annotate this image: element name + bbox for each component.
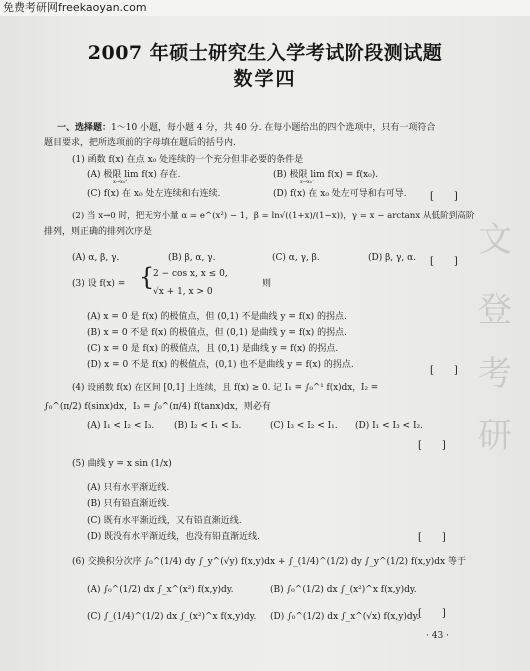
q4-option-b: (B) I₂ < I₁ < I₃.	[174, 421, 242, 431]
q3-stem: (3) 设 f(x) =	[72, 279, 126, 289]
q2-option-c: (C) α, γ, β.	[272, 253, 320, 263]
q4-option-a: (A) I₁ < I₂ < I₃.	[87, 421, 155, 431]
q5-option-a: (A) 只有水平渐近线.	[87, 483, 170, 493]
q5-stem: (5) 曲线 y = x sin (1/x)	[72, 459, 172, 469]
q1-option-b: (B) 极限 lim f(x) = f(x₀).	[273, 170, 379, 180]
q6-option-d: (D) ∫₀^(1/2) dx ∫_x^(√x) f(x,y)dy.	[270, 612, 420, 622]
section-intro-line-2: 题目要求，把所选项前的字母填在题后的括号内.	[44, 138, 236, 148]
section-heading: 一、选择题：	[57, 123, 112, 133]
q3-answer-bracket: [ ]	[430, 365, 458, 376]
q2-stem-line-2: 排列，则正确的排列次序是	[44, 227, 153, 237]
q5-answer-bracket: [ ]	[418, 532, 446, 543]
q6-answer-bracket: [ ]	[418, 608, 446, 619]
section-intro-line-1: 一、选择题：1～10 小题，每小题 4 分，共 40 分. 在每小题给出的四个选项中，只有一项符合	[57, 123, 436, 133]
q3-option-d: (D) x = 0 不是 f(x) 的极值点，(0,1) 也不是曲线 y = f(x) 的拐点.	[87, 360, 354, 370]
exam-title: 2007 年硕士研究生入学考试阶段测试题	[87, 42, 443, 64]
q2-answer-bracket: [ ]	[430, 256, 458, 267]
q5-option-b: (B) 只有铅直渐近线.	[87, 499, 170, 509]
q4-answer-bracket: [ ]	[418, 440, 446, 451]
q3-case-1: 2 − cos x, x ≤ 0,	[153, 269, 228, 279]
q3-option-b: (B) x = 0 不是 f(x) 的极值点，但 (0,1) 是曲线 y = f(x) 的拐点.	[87, 328, 347, 338]
q1-option-d: (D) f(x) 在 x₀ 处左可导和右可导.	[273, 189, 407, 199]
exam-subtitle: 数学四	[233, 68, 297, 90]
q4-option-c: (C) I₃ < I₂ < I₁.	[270, 421, 338, 431]
q1-option-a-sub: x→x₀⁺	[113, 179, 128, 185]
q1-option-c: (C) f(x) 在 x₀ 处左连续和右连续.	[87, 189, 221, 199]
exam-page	[0, 16, 530, 671]
q3-brace: {	[139, 263, 155, 291]
q6-option-a: (A) ∫₀^(1/2) dx ∫_x^(x²) f(x,y)dy.	[87, 585, 234, 595]
q1-stem: (1) 函数 f(x) 在点 x₀ 处连续的一个充分但非必要的条件是	[72, 155, 304, 165]
watermark-char-4: 研	[478, 416, 512, 456]
q5-option-c: (C) 既有水平渐近线，又有铅直渐近线.	[87, 516, 242, 526]
q4-stem-line-2: ∫₀^(π/2) f(sinx)dx，I₃ = ∫₀^(π/4) f(tanx)dx，则必有	[44, 402, 271, 412]
q6-option-b: (B) ∫₀^(1/2) dx ∫_(x²)^x f(x,y)dy.	[270, 585, 417, 595]
q3-case-2: √x + 1, x > 0	[153, 287, 213, 297]
watermark-char-3: 考	[478, 354, 512, 394]
q3-option-a: (A) x = 0 是 f(x) 的极值点，但 (0,1) 不是曲线 y = f(x) 的拐点.	[87, 312, 347, 322]
q1-option-a: (A) 极限 lim f(x) 存在.	[87, 170, 181, 180]
page-number: · 43 ·	[426, 631, 449, 641]
q4-stem-line-1: (4) 设函数 f(x) 在区间 [0,1] 上连续，且 f(x) ≥ 0. 记 I₁ = ∫₀^¹ f(x)dx，I₂ =	[72, 383, 379, 393]
q4-option-d: (D) I₁ < I₃ < I₂.	[355, 421, 423, 431]
q1-option-b-sub: x→x₀⁻	[300, 179, 315, 185]
q3-option-c: (C) x = 0 是 f(x) 的极值点，且 (0,1) 是曲线 y = f(x) 的拐点.	[87, 344, 339, 354]
q5-option-d: (D) 既没有水平渐近线，也没有铅直渐近线.	[87, 532, 260, 542]
q6-stem: (6) 交换积分次序 ∫₀^(1/4) dy ∫_y^(√y) f(x,y)dx + ∫_(1/4)^(1/2) dy ∫_y^(1/2) f(x,y)dx 等于	[72, 557, 466, 567]
watermark-char-1: 文	[478, 220, 512, 260]
q2-option-d: (D) β, γ, α.	[368, 253, 417, 263]
q2-stem-line-1: (2) 当 x→0 时，把无穷小量 α = e^(x²) − 1，β = ln√((1+x)/(1−x))，γ = x − arctanx 从低阶到高阶	[72, 211, 475, 221]
q2-option-b: (B) β, α, γ.	[168, 253, 216, 263]
watermark-char-2: 登	[478, 290, 512, 330]
q6-option-c: (C) ∫_(1/4)^(1/2) dx ∫_(x²)^x f(x,y)dy.	[87, 612, 257, 622]
q3-then: 则	[262, 279, 272, 289]
site-banner: 免费考研网freekaoyan.com	[0, 0, 530, 16]
q1-answer-bracket: [ ]	[430, 191, 458, 202]
q2-option-a: (A) α, β, γ.	[72, 253, 120, 263]
